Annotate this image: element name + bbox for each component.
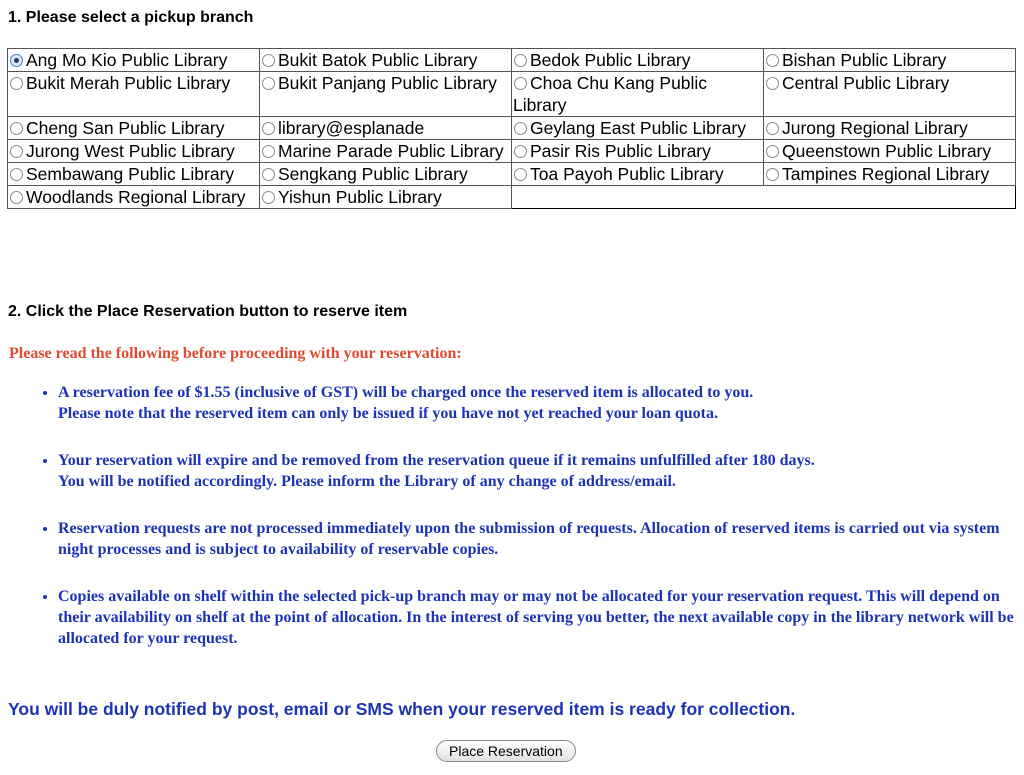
branch-label: Central Public Library: [782, 73, 950, 93]
rule-text: • Your reservation will expire and be removed from the reservation queue if it remains unfulfilled after 180 days.: [58, 452, 815, 469]
branch-label: Choa Chu Kang Public Library: [513, 73, 708, 115]
radio-icon[interactable]: [514, 122, 527, 135]
radio-icon[interactable]: [766, 77, 779, 90]
branch-label: Woodlands Regional Library: [26, 187, 246, 207]
branch-label: library@esplanade: [278, 118, 425, 138]
place-reservation-button[interactable]: Place Reservation: [436, 740, 576, 762]
step2-title: 2. Click the Place Reservation button to reserve item: [8, 303, 408, 320]
branch-option[interactable]: [8, 163, 260, 186]
radio-icon[interactable]: [10, 145, 23, 158]
branch-option[interactable]: [260, 117, 512, 140]
branch-label: Tampines Regional Library: [782, 164, 990, 184]
radio-icon[interactable]: [10, 168, 23, 181]
radio-icon[interactable]: [10, 54, 23, 67]
radio-icon[interactable]: [766, 54, 779, 67]
radio-icon[interactable]: [262, 122, 275, 135]
rule-item: [58, 586, 1018, 649]
radio-icon[interactable]: [262, 191, 275, 204]
rule-item: [58, 450, 1018, 492]
branch-label: Bukit Batok Public Library: [278, 50, 478, 70]
branch-label: Jurong Regional Library: [782, 118, 968, 138]
empty-cell: [764, 186, 1016, 209]
rule-text: • Reservation requests are not processed immediately upon the submission of requests. Allocation of reserved items is carried out via system night processes and is subject to availability of reservable copies.: [58, 520, 1000, 558]
branch-label: Cheng San Public Library: [26, 118, 225, 138]
branch-option[interactable]: [764, 117, 1016, 140]
branch-option[interactable]: [260, 72, 512, 117]
branch-option[interactable]: [8, 49, 260, 72]
branch-option[interactable]: [512, 72, 764, 117]
branch-label: Bukit Panjang Public Library: [278, 73, 497, 93]
radio-icon[interactable]: [262, 54, 275, 67]
branch-label: Geylang East Public Library: [530, 118, 746, 138]
rule-text: You will be notified accordingly. Please inform the Library of any change of address/email.: [58, 473, 676, 490]
branch-label: Sengkang Public Library: [278, 164, 468, 184]
notice-heading: Please read the following before proceeding with your reservation:: [9, 345, 462, 362]
branch-label: Bishan Public Library: [782, 50, 947, 70]
radio-icon[interactable]: [262, 168, 275, 181]
notification-message: You will be duly notified by post, email or SMS when your reserved item is ready for collection.: [8, 699, 796, 719]
radio-icon[interactable]: [514, 168, 527, 181]
branch-option[interactable]: [260, 140, 512, 163]
radio-icon[interactable]: [10, 122, 23, 135]
branch-label: Bukit Merah Public Library: [26, 73, 231, 93]
rule-text: • Copies available on shelf within the selected pick-up branch may or may not be allocated for your reservation request. This will depend on their availability on shelf at the point of allocation. In the interest of serving you better, the next available copy in the library network will be allocated for your request.: [58, 588, 1014, 647]
branch-option[interactable]: [764, 49, 1016, 72]
radio-icon[interactable]: [262, 145, 275, 158]
radio-icon[interactable]: [10, 191, 23, 204]
branch-label: Yishun Public Library: [278, 187, 442, 207]
branch-option[interactable]: [512, 163, 764, 186]
step1-title: 1. Please select a pickup branch: [8, 9, 254, 26]
branch-option[interactable]: [512, 117, 764, 140]
radio-icon[interactable]: [766, 168, 779, 181]
branch-option[interactable]: [8, 140, 260, 163]
branch-label: Ang Mo Kio Public Library: [26, 50, 228, 70]
branch-option[interactable]: [8, 72, 260, 117]
radio-icon[interactable]: [262, 77, 275, 90]
radio-icon[interactable]: [766, 145, 779, 158]
branch-option[interactable]: [764, 163, 1016, 186]
rule-text: Please note that the reserved item can only be issued if you have not yet reached your loan quota.: [58, 405, 718, 422]
branch-label: Pasir Ris Public Library: [530, 141, 711, 161]
radio-icon[interactable]: [514, 77, 527, 90]
branch-label: Marine Parade Public Library: [278, 141, 504, 161]
branch-option[interactable]: [8, 117, 260, 140]
rule-text: • A reservation fee of $1.55 (inclusive of GST) will be charged once the reserved item is allocated to you.: [58, 384, 754, 401]
reservation-rules-list: [40, 382, 1018, 675]
branch-label: Sembawang Public Library: [26, 164, 235, 184]
branch-label: Toa Payoh Public Library: [530, 164, 724, 184]
branch-option[interactable]: [512, 140, 764, 163]
branch-option[interactable]: [764, 140, 1016, 163]
rule-item: [58, 382, 1018, 424]
branch-table: [7, 48, 1016, 209]
branch-option[interactable]: [8, 186, 260, 209]
branch-option[interactable]: [260, 163, 512, 186]
radio-icon[interactable]: [10, 77, 23, 90]
radio-icon[interactable]: [514, 54, 527, 67]
rule-item: [58, 518, 1018, 560]
empty-cell: [512, 186, 764, 209]
radio-icon[interactable]: [514, 145, 527, 158]
radio-icon[interactable]: [766, 122, 779, 135]
branch-label: Bedok Public Library: [530, 50, 691, 70]
branch-label: Queenstown Public Library: [782, 141, 992, 161]
branch-option[interactable]: [512, 49, 764, 72]
branch-option[interactable]: [764, 72, 1016, 117]
branch-label: Jurong West Public Library: [26, 141, 235, 161]
branch-option[interactable]: [260, 49, 512, 72]
branch-option[interactable]: [260, 186, 512, 209]
